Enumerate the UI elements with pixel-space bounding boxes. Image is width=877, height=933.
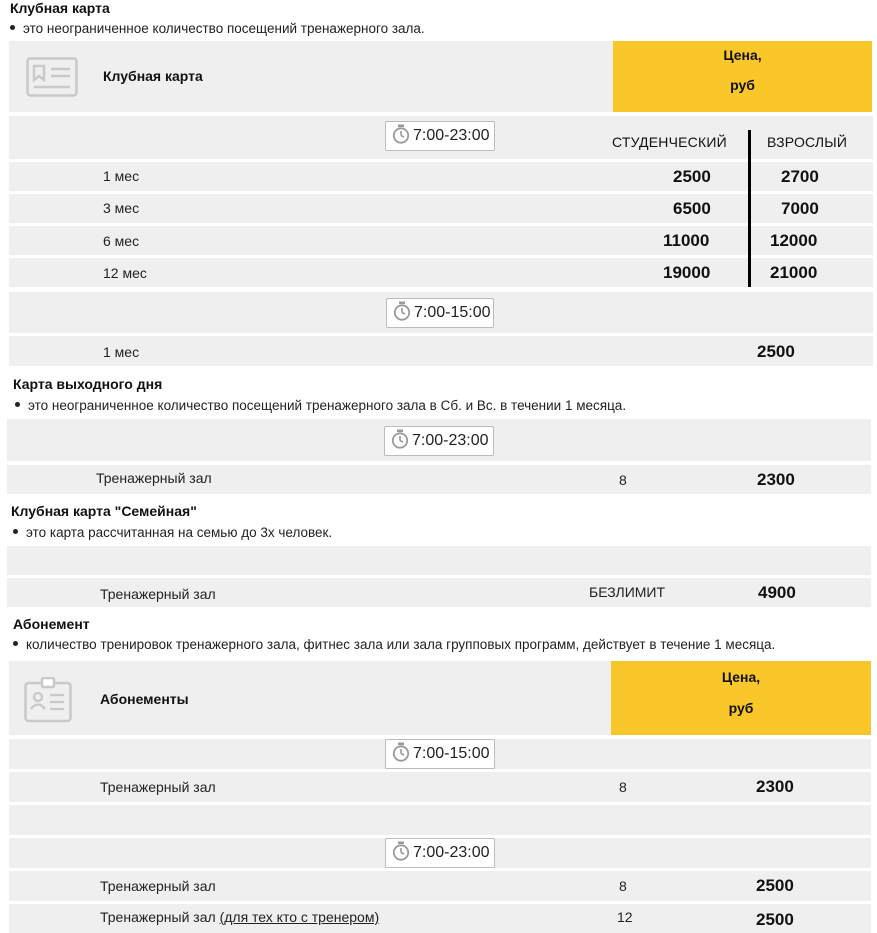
- subscription-price-header: [611, 661, 871, 735]
- stopwatch-icon: [392, 841, 413, 866]
- price-student: 19000: [663, 263, 711, 282]
- price-adult: 12000: [770, 231, 818, 250]
- price-student: 6500: [673, 199, 711, 218]
- club-card-header: [9, 41, 613, 112]
- subscription-card-title: Абонементы: [100, 691, 189, 707]
- badge-card-icon: [24, 677, 72, 728]
- time-badge-day: [386, 298, 494, 328]
- row-label: 1 мес: [103, 344, 140, 360]
- time-text: 7:00-23:00: [413, 844, 490, 861]
- price: 2300: [756, 777, 794, 796]
- row-label: Тренажерный зал: [100, 878, 216, 894]
- price: 2300: [757, 470, 795, 489]
- family-spacer-row: [7, 546, 871, 575]
- row-label: Тренажерный зал: [96, 470, 212, 486]
- stopwatch-icon: [392, 742, 413, 767]
- price-header-line2: руб: [728, 700, 754, 716]
- stopwatch-icon: [393, 301, 414, 326]
- subscription-bullet: количество тренировок тренажерного зала, фитнес зала или зала групповых программ, действует в течение 1 месяца.: [13, 637, 775, 652]
- visit-count: 8: [619, 878, 627, 894]
- row-label: 6 мес: [103, 233, 140, 249]
- time-badge-full: [384, 426, 494, 456]
- family-heading: Клубная карта "Семейная": [11, 503, 197, 519]
- time-text: 7:00-23:00: [412, 432, 489, 449]
- visit-count: 12: [617, 909, 633, 925]
- price-header-line2: руб: [730, 77, 755, 93]
- price: 2500: [756, 876, 794, 895]
- row-label: 1 мес: [103, 168, 140, 184]
- price: 2500: [757, 342, 795, 361]
- col-adult: ВЗРОСЛЫЙ: [767, 134, 848, 150]
- row-label: Тренажерный зал: [100, 779, 216, 795]
- row-label: 12 мес: [103, 265, 147, 281]
- price-adult: 21000: [770, 263, 818, 282]
- price-adult: 2700: [781, 167, 819, 186]
- time-text: 7:00-15:00: [414, 304, 491, 321]
- price-adult: 7000: [781, 199, 819, 218]
- col-student: СТУДЕНЧЕСКИЙ: [612, 134, 727, 150]
- row-label: 3 мес: [103, 200, 140, 216]
- visit-count: 8: [619, 472, 627, 488]
- stopwatch-icon: [391, 429, 412, 454]
- price: 2500: [756, 910, 794, 929]
- visit-count: 8: [619, 779, 627, 795]
- price-header-line1: Цена,: [721, 669, 761, 685]
- price-student: 2500: [673, 167, 711, 186]
- time-badge-day: [385, 739, 495, 769]
- stopwatch-icon: [392, 124, 413, 149]
- subscription-spacer-row: [9, 805, 871, 835]
- price-header-line1: Цена,: [723, 47, 762, 63]
- row-label: Тренажерный зал (для тех кто с тренером): [100, 909, 380, 925]
- price-student: 11000: [663, 231, 710, 250]
- time-text: 7:00-23:00: [413, 127, 490, 144]
- weekend-bullet: это неограниченное количество посещений тренажерного зала в Сб. и Вс. в течении 1 месяца.: [15, 398, 626, 413]
- family-bullet: это карта рассчитанная на семью до 3х человек.: [13, 525, 332, 540]
- price: 4900: [758, 583, 796, 602]
- subscription-heading: Абонемент: [13, 616, 90, 632]
- column-divider: [748, 130, 751, 287]
- club-card-title: Клубная карта: [103, 68, 203, 84]
- visit-count: БЕЗЛИМИТ: [589, 584, 666, 600]
- club-bullet: это неограниченное количество посещений тренажерного зала.: [10, 21, 425, 36]
- trainer-note-link[interactable]: (для тех кто с тренером): [219, 909, 380, 925]
- time-badge-full: [385, 838, 495, 868]
- weekend-heading: Карта выходного дня: [13, 376, 163, 392]
- row-label: Тренажерный зал: [100, 586, 216, 602]
- club-heading: Клубная карта: [10, 0, 110, 16]
- book-card-icon: [26, 57, 78, 102]
- time-text: 7:00-15:00: [413, 745, 490, 762]
- club-price-header: [613, 41, 872, 112]
- time-badge-full: [385, 121, 495, 151]
